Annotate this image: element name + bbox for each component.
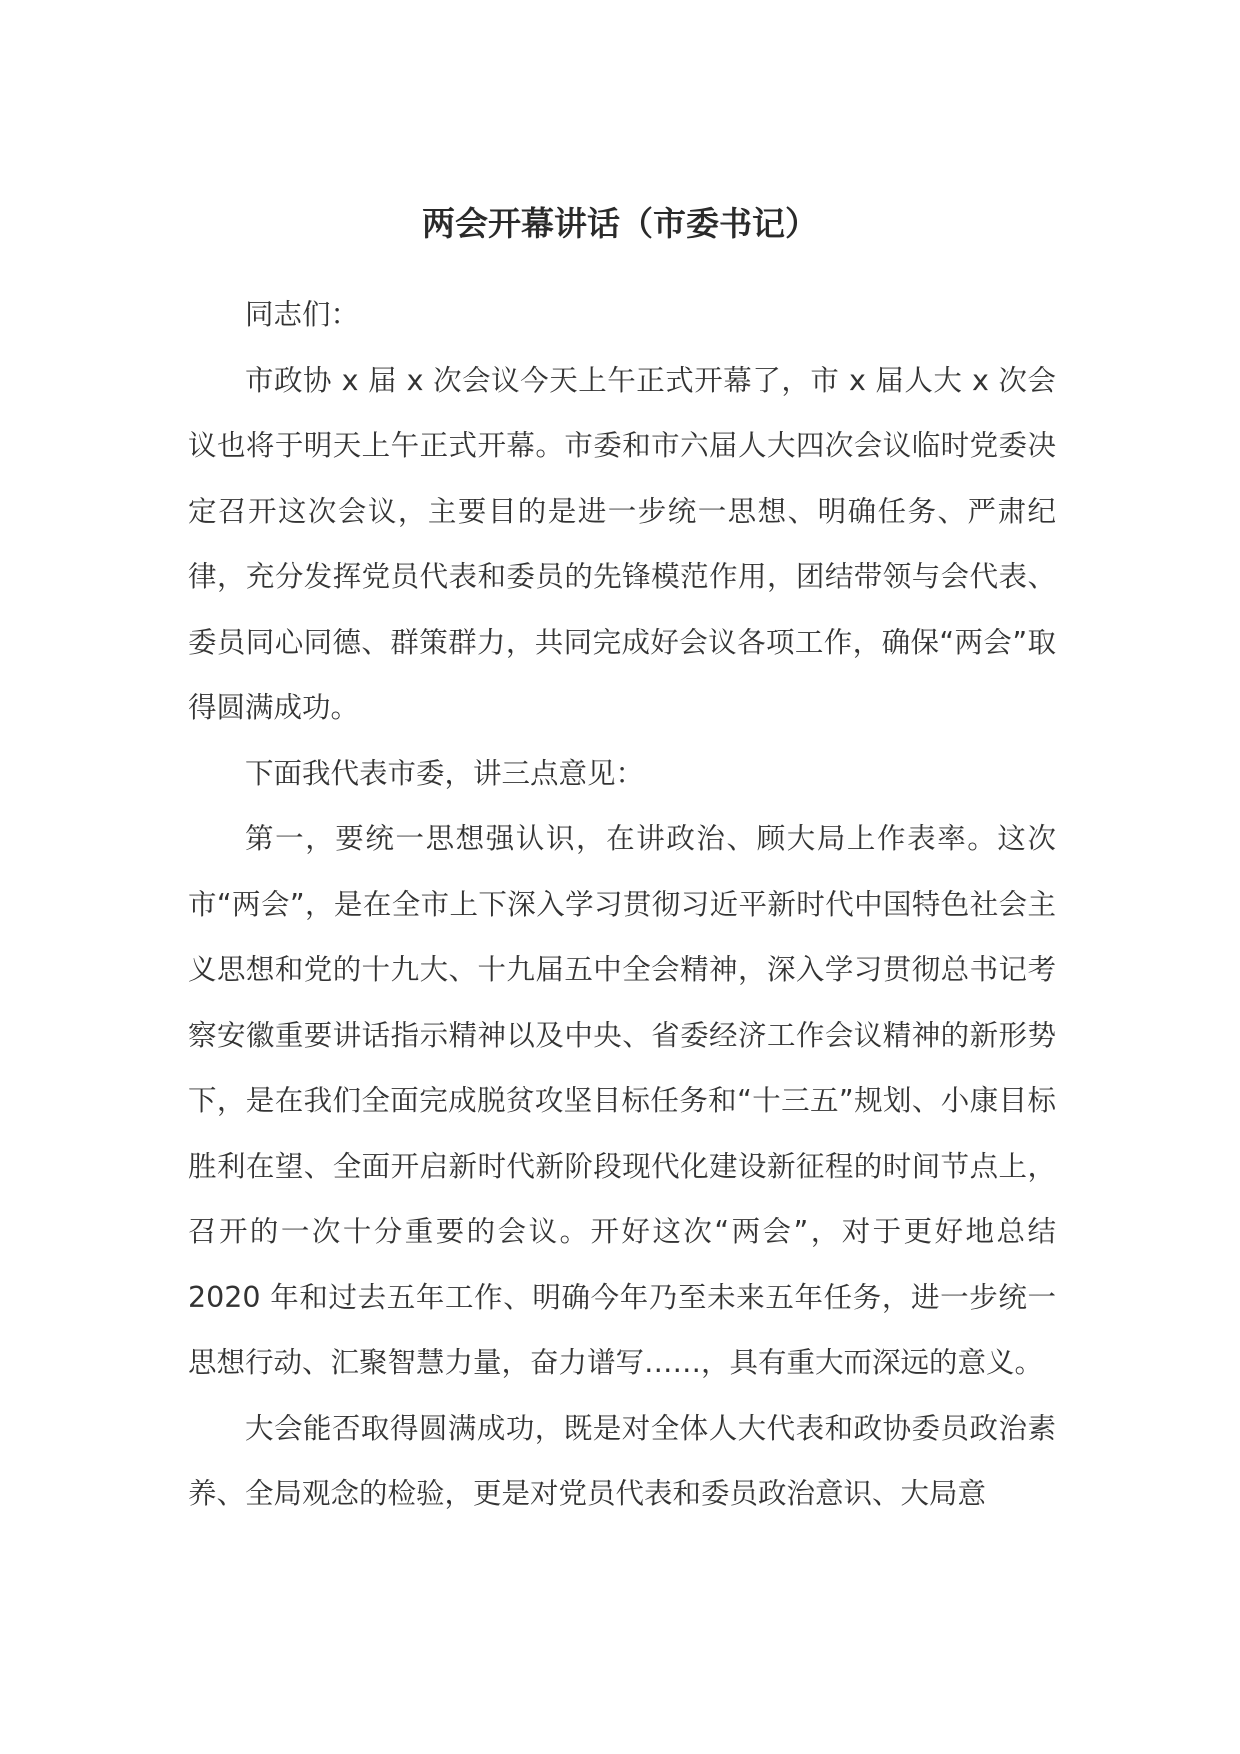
paragraph-outline: 下面我代表市委，讲三点意见： xyxy=(245,756,645,790)
paragraph-point-one: 第一，要统一思想强认识，在讲政治、顾大局上作表率。这次市“两会”，是在全市上下深入学习贯彻习近平新时代中国特色社会主义思想和党的十九大、十九届五中全会精神，深入学习贯彻总书记考察安徽重要讲话指示精神以及中央、省委经济工作会议精神的新形势下，是在我们全面完成脱贫攻坚目标任务和“十三五”规划、小康目标胜利在望、全面开启新时代新阶段现代化建设新征程的时间节点上，召开的一次十分重要的会议。开好这次“两会”，对于更好地总结 2020 年和过去五年工作、明确今年乃至未来五年任务，进一步统一思想行动、汇聚智慧力量，奋力谱写……，具有重大而深远的意义。 xyxy=(188,822,1056,1379)
salutation: 同志们： xyxy=(245,298,360,331)
document-body xyxy=(188,282,1056,1527)
paragraph-opening: 市政协 x 届 x 次会议今天上午正式开幕了，市 x 届人大 x 次会议也将于明天上午正式开幕。市委和市六届人大四次会议临时党委决定召开这次会议，主要目的是进一步统一思想、明确任务、严肃纪律，充分发挥党员代表和委员的先锋模范作用，团结带领与会代表、委员同心同德、群策群力，共同完成好会议各项工作，确保“两会”取得圆满成功。 xyxy=(188,363,1056,724)
paragraph-success: 大会能否取得圆满成功，既是对全体人大代表和政协委员政治素养、全局观念的检验，更是对党员代表和委员政治意识、大局意 xyxy=(188,1411,1056,1510)
document-title: 两会开幕讲话（市委书记） xyxy=(422,204,818,243)
